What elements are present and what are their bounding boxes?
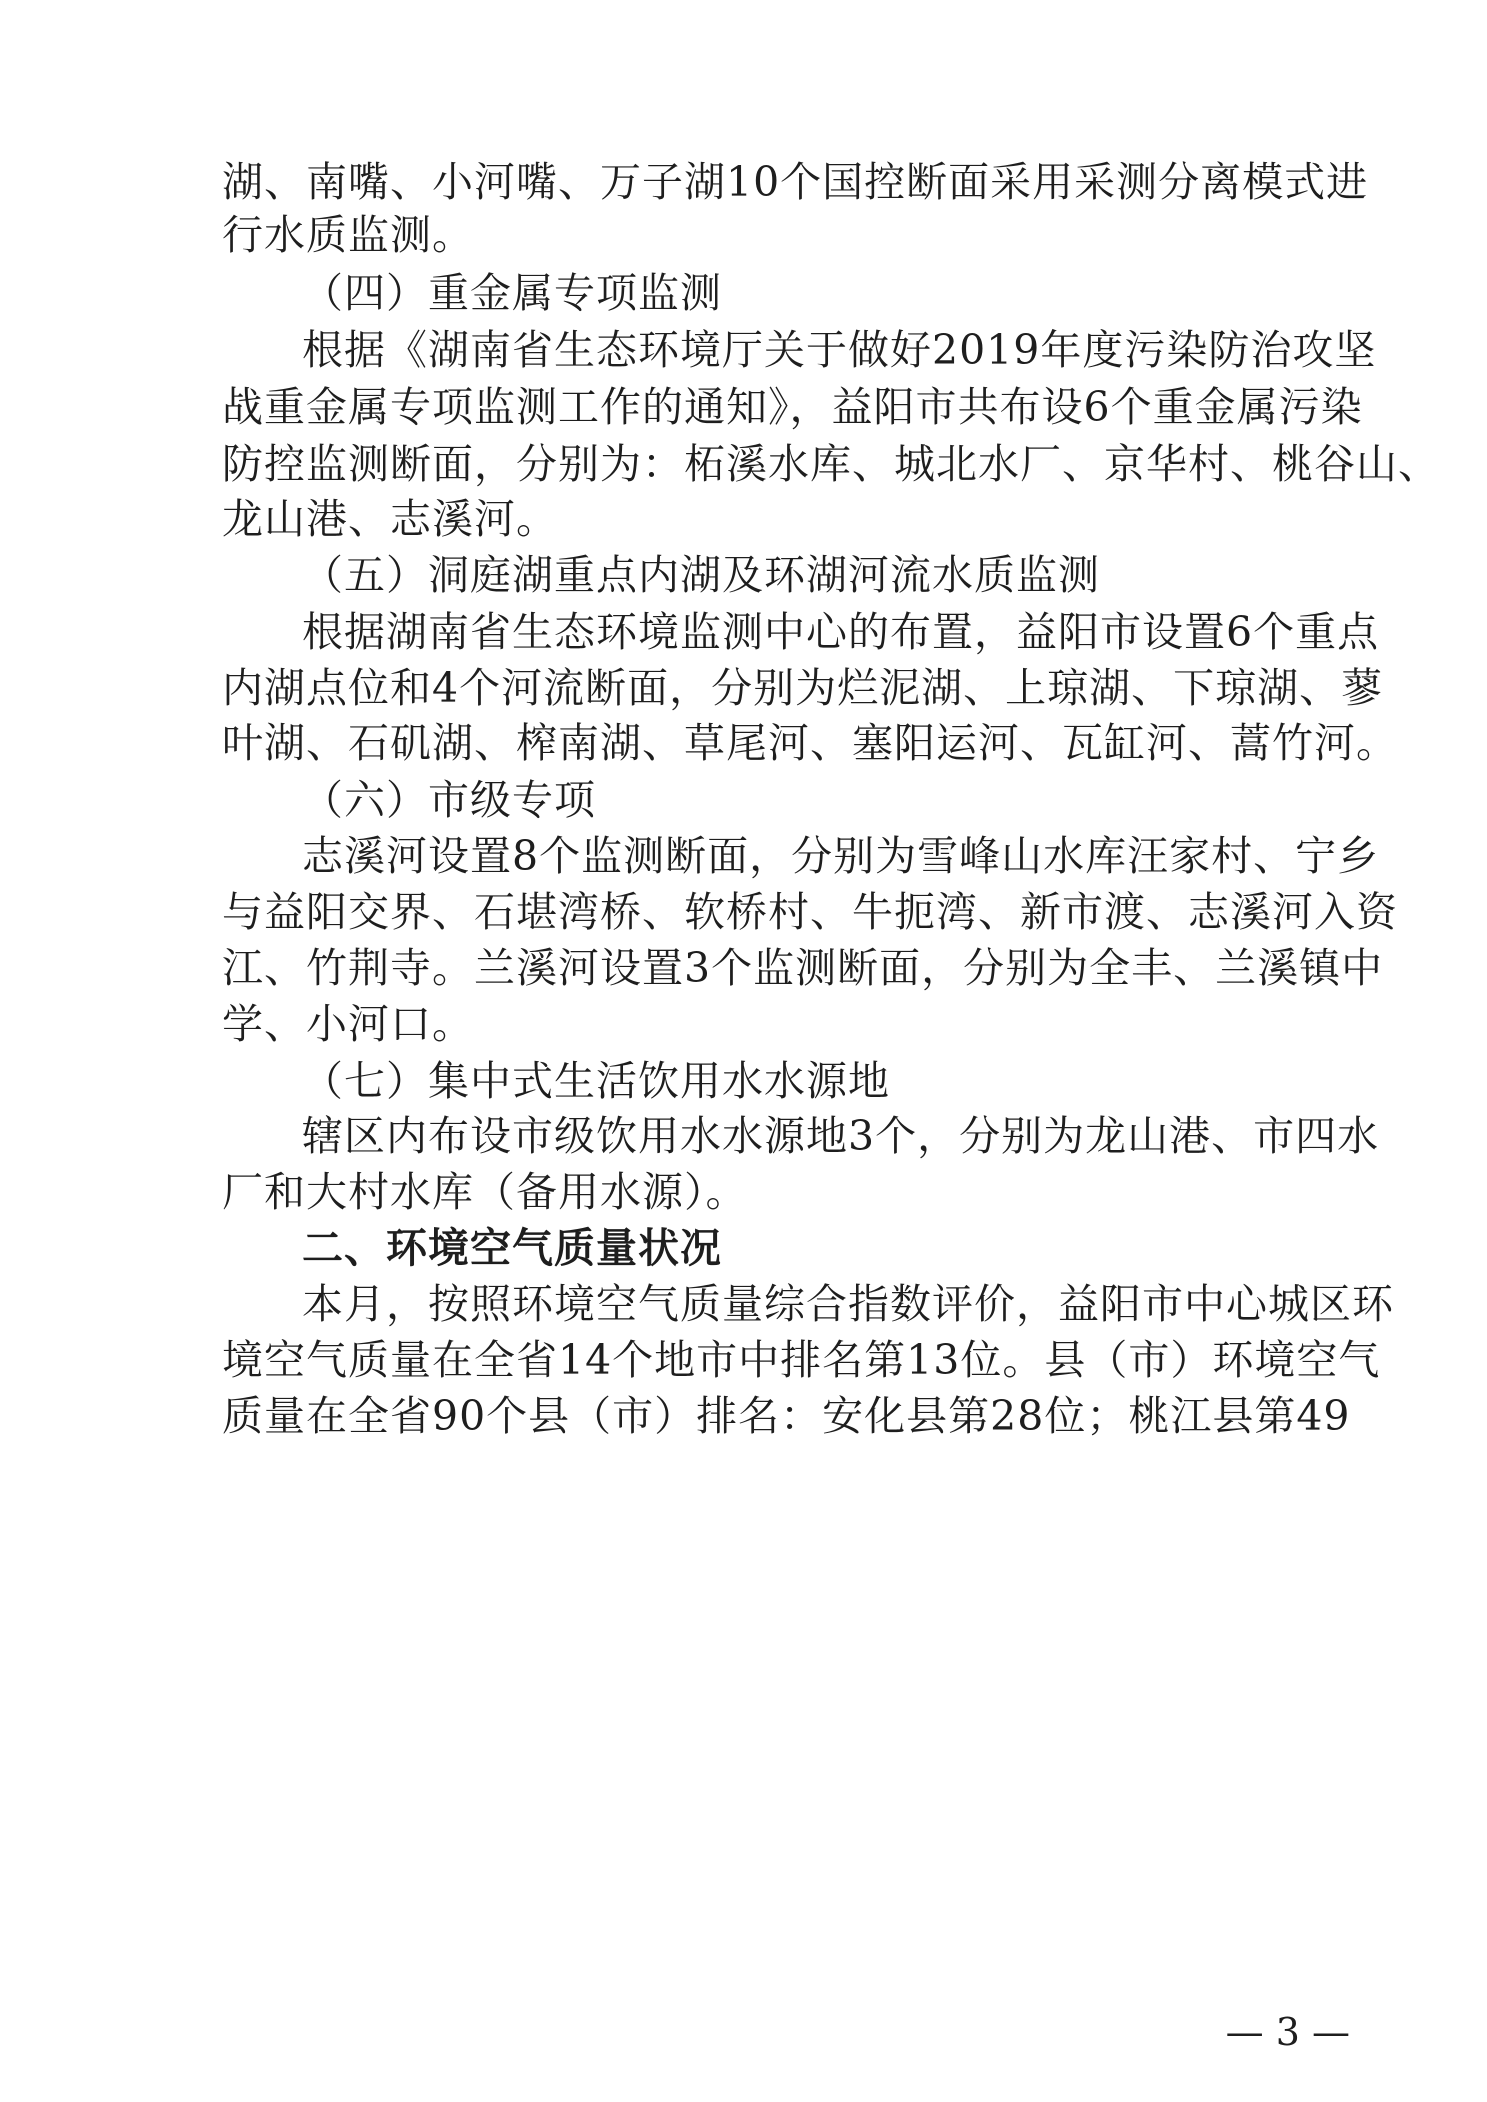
section-heading-4: （四）重金属专项监测: [302, 269, 722, 317]
section-heading-air-quality: 二、环境空气质量状况: [302, 1224, 722, 1272]
text-line-15: 江、竹荆寺。兰溪河设置3个监测断面，分别为全丰、兰溪镇中: [222, 944, 1384, 992]
page-number: — 3 —: [1225, 2010, 1350, 2054]
text-line-6: 防控监测断面，分别为：柘溪水库、城北水厂、京华村、桃谷山、: [222, 440, 1440, 488]
text-line-22: 境空气质量在全省14个地市中排名第13位。县（市）环境空气: [222, 1336, 1381, 1384]
text-line-2: 行水质监测。: [222, 211, 474, 259]
text-line-4: 根据《湖南省生态环境厅关于做好2019年度污染防治攻坚: [302, 326, 1377, 374]
text-line-11: 叶湖、石矶湖、榨南湖、草尾河、塞阳运河、瓦缸河、蒿竹河。: [222, 719, 1398, 767]
text-line-14: 与益阳交界、石堪湾桥、软桥村、牛扼湾、新市渡、志溪河入资: [222, 888, 1398, 936]
text-line-1: 湖、南嘴、小河嘴、万子湖10个国控断面采用采测分离模式进: [222, 158, 1369, 206]
text-line-5: 战重金属专项监测工作的通知》，益阳市共布设6个重金属污染: [222, 383, 1363, 431]
text-line-19: 厂和大村水库（备用水源）。: [222, 1168, 748, 1216]
text-line-13: 志溪河设置8个监测断面，分别为雪峰山水库汪家村、宁乡: [302, 832, 1380, 880]
text-line-10: 内湖点位和4个河流断面，分别为烂泥湖、上琼湖、下琼湖、蓼: [222, 664, 1384, 712]
text-line-9: 根据湖南省生态环境监测中心的布置，益阳市设置6个重点: [302, 608, 1380, 656]
text-line-7: 龙山港、志溪河。: [222, 495, 558, 543]
text-line-16: 学、小河口。: [222, 1000, 474, 1048]
section-heading-5: （五）洞庭湖重点内湖及环湖河流水质监测: [302, 551, 1100, 599]
text-line-21: 本月，按照环境空气质量综合指数评价，益阳市中心城区环: [302, 1280, 1394, 1328]
section-heading-7: （七）集中式生活饮用水水源地: [302, 1057, 890, 1105]
text-line-23: 质量在全省90个县（市）排名：安化县第28位；桃江县第49: [222, 1392, 1351, 1440]
section-heading-6: （六）市级专项: [302, 776, 596, 824]
text-line-18: 辖区内布设市级饮用水水源地3个，分别为龙山港、市四水: [302, 1112, 1380, 1160]
